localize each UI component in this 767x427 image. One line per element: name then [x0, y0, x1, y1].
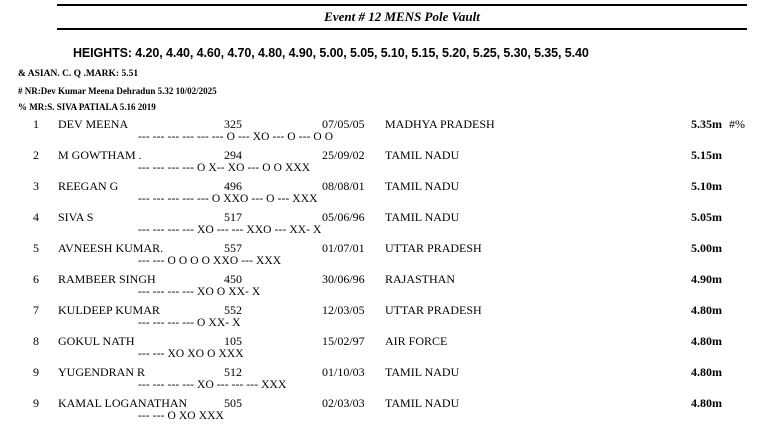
attempt-series: --- --- --- --- O X-- XO --- O O XXX [138, 162, 311, 174]
athlete-place: 8 [33, 334, 39, 348]
result-row [0, 241, 767, 272]
result-row [0, 179, 767, 210]
athlete-mark: 4.90m [691, 272, 722, 286]
athlete-mark: 5.10m [691, 179, 722, 193]
athlete-mark: 4.80m [691, 303, 722, 317]
athlete-team: TAMIL NADU [385, 365, 460, 379]
result-row [0, 334, 767, 365]
athlete-mark: 4.80m [691, 334, 722, 348]
athlete-team: AIR FORCE [385, 334, 448, 348]
attempt-series: --- --- --- --- O XX- X [138, 317, 241, 329]
athlete-dob: 07/05/05 [322, 117, 365, 131]
athlete-dob: 15/02/97 [322, 334, 365, 348]
athlete-mark: 4.80m [691, 396, 722, 410]
athlete-bib: 557 [224, 241, 242, 255]
athlete-team: RAJASTHAN [385, 272, 456, 286]
result-row [0, 272, 767, 303]
athlete-name: GOKUL NATH [58, 334, 135, 348]
athlete-mark: 5.35m [691, 117, 722, 131]
athlete-team: TAMIL NADU [385, 148, 460, 162]
attempt-series: --- --- XO XO O XXX [138, 348, 244, 360]
national-record: # NR:Dev Kumar Meena Dehradun 5.32 10/02/2025 [18, 86, 217, 96]
athlete-mark: 5.00m [691, 241, 722, 255]
athlete-place: 9 [33, 396, 39, 410]
athlete-bib: 294 [224, 148, 242, 162]
athlete-team: TAMIL NADU [385, 396, 460, 410]
athlete-name: KULDEEP KUMAR [58, 303, 160, 317]
athlete-dob: 25/09/02 [322, 148, 365, 162]
attempt-series: --- --- --- --- XO --- --- --- XXX [138, 379, 287, 391]
result-row [0, 148, 767, 179]
asian-qualifying-mark: & ASIAN. C. Q .MARK: 5.51 [18, 69, 139, 79]
athlete-bib: 512 [224, 365, 242, 379]
athlete-dob: 05/06/96 [322, 210, 365, 224]
result-row [0, 210, 767, 241]
attempt-series: --- --- --- --- --- --- O --- XO --- O --- O O [138, 131, 334, 143]
result-row [0, 303, 767, 334]
athlete-team: TAMIL NADU [385, 179, 460, 193]
athlete-dob: 12/03/05 [322, 303, 365, 317]
athlete-name: AVNEESH KUMAR. [58, 241, 164, 255]
athlete-name: DEV MEENA [58, 117, 129, 131]
athlete-bib: 505 [224, 396, 242, 410]
athlete-team: TAMIL NADU [385, 210, 460, 224]
result-row [0, 365, 767, 396]
athlete-mark: 4.80m [691, 365, 722, 379]
attempt-series: --- --- O O O O XXO --- XXX [138, 255, 282, 267]
athlete-name: RAMBEER SINGH [58, 272, 156, 286]
athlete-dob: 02/03/03 [322, 396, 365, 410]
athlete-bib: 552 [224, 303, 242, 317]
athlete-team: UTTAR PRADESH [385, 241, 482, 255]
athlete-name: SIVA S [58, 210, 94, 224]
record-flags: #% [729, 117, 745, 131]
athlete-bib: 105 [224, 334, 242, 348]
event-title: Event # 12 MENS Pole Vault [324, 9, 480, 24]
result-row [0, 117, 767, 148]
athlete-dob: 30/06/96 [322, 272, 365, 286]
attempt-series: --- --- --- --- XO --- --- XXO --- XX- X [138, 224, 322, 236]
top-rule [57, 4, 747, 6]
athlete-place: 5 [33, 241, 39, 255]
athlete-bib: 450 [224, 272, 242, 286]
heights-line: HEIGHTS: 4.20, 4.40, 4.60, 4.70, 4.80, 4.90, 5.00, 5.05, 5.10, 5.15, 5.20, 5.25, 5.30, 5.35, 5.40 [73, 46, 589, 60]
athlete-team: MADHYA PRADESH [385, 117, 495, 131]
athlete-dob: 01/10/03 [322, 365, 365, 379]
meet-record: % MR:S. SIVA PATIALA 5.16 2019 [18, 102, 156, 112]
athlete-team: UTTAR PRADESH [385, 303, 482, 317]
athlete-name: KAMAL LOGANATHAN [58, 396, 188, 410]
athlete-name: YUGENDRAN R [58, 365, 145, 379]
athlete-dob: 01/07/01 [322, 241, 365, 255]
athlete-dob: 08/08/01 [322, 179, 365, 193]
athlete-place: 2 [33, 148, 39, 162]
athlete-mark: 5.05m [691, 210, 722, 224]
athlete-place: 9 [33, 365, 39, 379]
athlete-place: 3 [33, 179, 39, 193]
title-rule [57, 28, 747, 30]
athlete-bib: 517 [224, 210, 242, 224]
athlete-bib: 325 [224, 117, 242, 131]
athlete-place: 1 [33, 117, 39, 131]
result-row [0, 396, 767, 427]
attempt-series: --- --- --- --- --- O XXO --- O --- XXX [138, 193, 318, 205]
athlete-place: 6 [33, 272, 39, 286]
athlete-name: M GOWTHAM . [58, 148, 142, 162]
athlete-bib: 496 [224, 179, 242, 193]
attempt-series: --- --- --- --- XO O XX- X [138, 286, 261, 298]
athlete-place: 7 [33, 303, 39, 317]
athlete-mark: 5.15m [691, 148, 722, 162]
athlete-name: REEGAN G [58, 179, 119, 193]
athlete-place: 4 [33, 210, 39, 224]
attempt-series: --- --- O XO XXX [138, 410, 224, 422]
